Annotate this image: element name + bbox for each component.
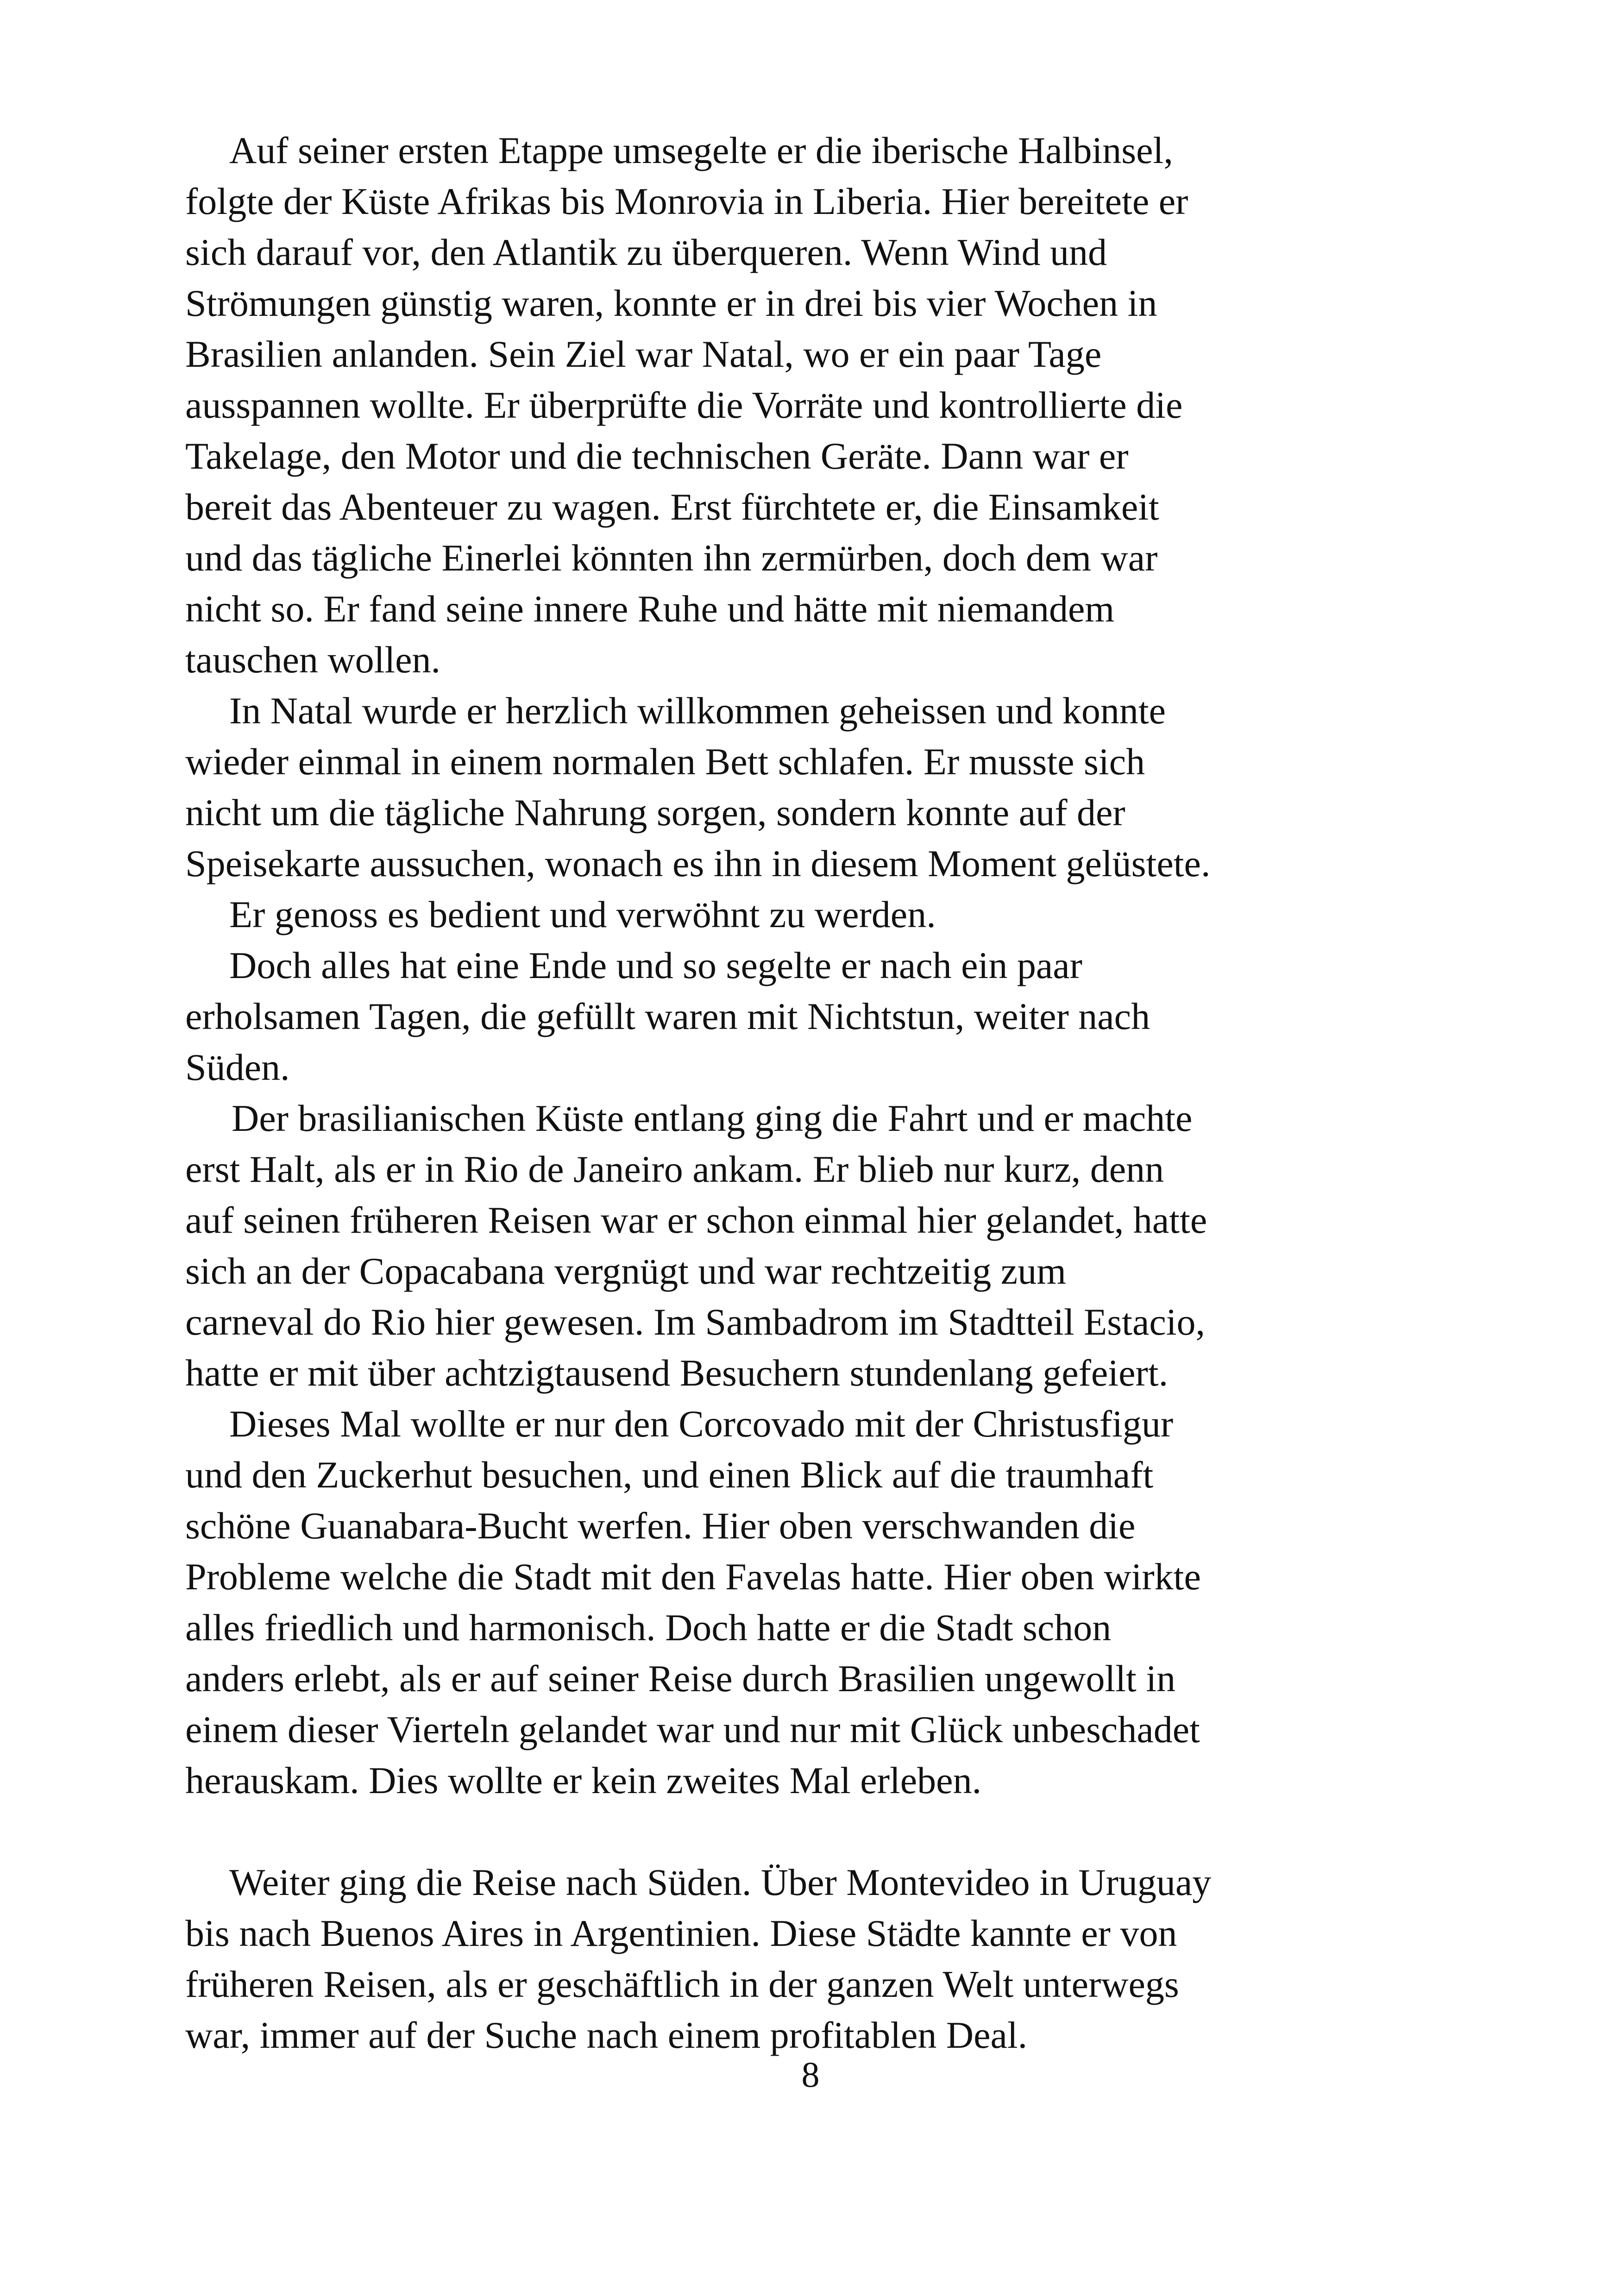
text-line: früheren Reisen, als er geschäftlich in der ganzen Welt unterwegs: [185, 1963, 1179, 2005]
text-line: sich darauf vor, den Atlantik zu überqueren. Wenn Wind und: [185, 231, 1107, 273]
text-line: Auf seiner ersten Etappe umsegelte er die iberische Halbinsel,: [229, 129, 1173, 171]
text-line: schöne Guanabara-Bucht werfen. Hier oben verschwanden die: [185, 1505, 1136, 1547]
text-line: auf seinen früheren Reisen war er schon einmal hier gelandet, hatte: [185, 1199, 1207, 1241]
text-line: folgte der Küste Afrikas bis Monrovia in Liberia. Hier bereitete er: [185, 180, 1188, 222]
text-line: und den Zuckerhut besuchen, und einen Blick auf die traumhaft: [185, 1454, 1154, 1496]
text-line: Doch alles hat eine Ende und so segelte er nach ein paar: [229, 944, 1082, 986]
text-line: anders erlebt, als er auf seiner Reise durch Brasilien ungewollt in: [185, 1657, 1176, 1700]
text-line: Süden.: [185, 1046, 290, 1088]
text-line: Speisekarte aussuchen, wonach es ihn in diesem Moment gelüstete.: [185, 842, 1211, 885]
text-line: einem dieser Vierteln gelandet war und nur mit Glück unbeschadet: [185, 1708, 1200, 1750]
text-line: erholsamen Tagen, die gefüllt waren mit Nichtstun, weiter nach: [185, 995, 1150, 1037]
text-line: bereit das Abenteuer zu wagen. Erst fürchtete er, die Einsamkeit: [185, 486, 1159, 528]
text-line: Der brasilianischen Küste entlang ging die Fahrt und er machte: [232, 1097, 1193, 1139]
text-line: Strömungen günstig waren, konnte er in drei bis vier Wochen in: [185, 282, 1157, 324]
paragraph-gap: [185, 1806, 1454, 1857]
text-line: und das tägliche Einerlei könnten ihn zermürben, doch dem war: [185, 537, 1158, 579]
text-line: In Natal wurde er herzlich willkommen geheissen und konnte: [229, 690, 1166, 732]
text-line: herauskam. Dies wollte er kein zweites Mal erleben.: [185, 1759, 982, 1801]
text-line: war, immer auf der Suche nach einem profitablen Deal.: [185, 2014, 1028, 2056]
text-line: wieder einmal in einem normalen Bett schlafen. Er musste sich: [185, 740, 1145, 783]
text-line: bis nach Buenos Aires in Argentinien. Diese Städte kannte er von: [185, 1912, 1177, 1954]
text-line: nicht so. Er fand seine innere Ruhe und hätte mit niemandem: [185, 588, 1115, 630]
text-line: nicht um die tägliche Nahrung sorgen, sondern konnte auf der: [185, 791, 1125, 834]
text-line: tauschen wollen.: [185, 639, 441, 681]
text-line: Dieses Mal wollte er nur den Corcovado mit der Christusfigur: [229, 1403, 1174, 1445]
text-line: Takelage, den Motor und die technischen Geräte. Dann war er: [185, 435, 1129, 477]
text-line: erst Halt, als er in Rio de Janeiro ankam. Er blieb nur kurz, denn: [185, 1148, 1164, 1190]
text-line: Probleme welche die Stadt mit den Favelas hatte. Hier oben wirkte: [185, 1556, 1201, 1598]
body-text: [185, 125, 1454, 2061]
text-line: carneval do Rio hier gewesen. Im Sambadrom im Stadtteil Estacio,: [185, 1301, 1206, 1343]
text-line: Weiter ging die Reise nach Süden. Über Montevideo in Uruguay: [229, 1861, 1212, 1903]
page-number: 8: [801, 2054, 820, 2095]
text-line: alles friedlich und harmonisch. Doch hatte er die Stadt schon: [185, 1606, 1112, 1649]
text-line: ausspannen wollte. Er überprüfte die Vorräte und kontrollierte die: [185, 384, 1183, 426]
text-line: Er genoss es bedient und verwöhnt zu werden.: [229, 893, 936, 935]
text-line: hatte er mit über achtzigtausend Besuchern stundenlang gefeiert.: [185, 1352, 1169, 1394]
text-line: sich an der Copacabana vergnügt und war rechtzeitig zum: [185, 1250, 1066, 1292]
text-line: Brasilien anlanden. Sein Ziel war Natal, wo er ein paar Tage: [185, 333, 1102, 375]
